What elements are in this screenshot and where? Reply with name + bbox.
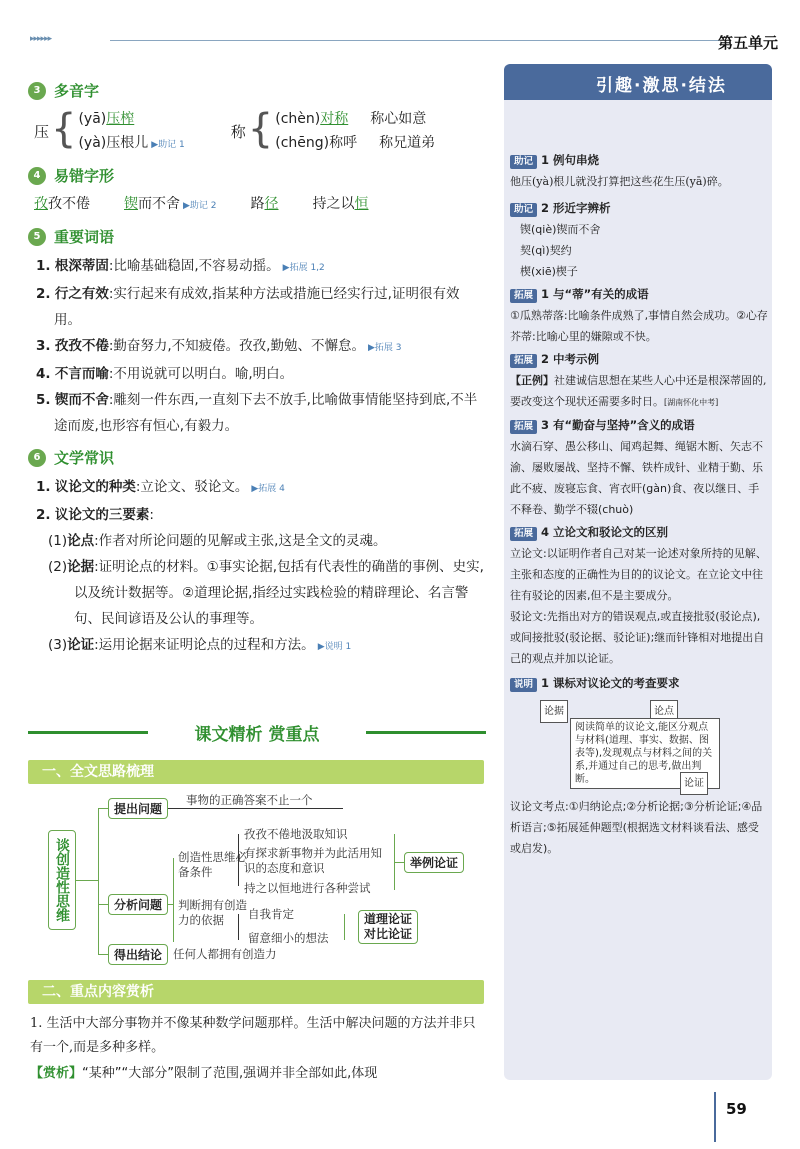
node-raise-question: 提出问题 (108, 798, 168, 819)
brace-icon: { (247, 106, 274, 152)
z1-text: 他压(yà)根儿就没打算把这些花生压(yā)碎。 (510, 175, 729, 188)
wrongchar-4: 持之以恒 (312, 196, 369, 212)
word: 压榨 (106, 111, 135, 127)
reading: (chèn) (275, 111, 321, 127)
header-rule (110, 40, 720, 41)
note-conclusion: 任何人都拥有创造力 (173, 947, 277, 961)
number-badge: 4 (28, 167, 46, 185)
section-title: 多音字 (54, 82, 100, 100)
polyphone-cheng (231, 107, 435, 157)
t2-title: 拓展 2 中考示例 (510, 349, 768, 370)
note-raise: 事物的正确答案不止一个 (186, 793, 313, 807)
word: 称心如意 (370, 111, 427, 127)
number-badge: 6 (28, 449, 46, 467)
section-title: 易错字形 (54, 167, 115, 185)
label-thesis: 论点 (650, 700, 678, 723)
band-outline (28, 760, 484, 784)
node-conclusion: 得出结论 (108, 944, 168, 965)
exam-center-text: 阅读简单的议论文,能区分观点与材料(道理、事实、数据、图表等),发现观点与材料之间的关系,并通过自己的思考,做出判断。 (570, 718, 720, 789)
reading-word: (chēng)称呼 (275, 135, 358, 151)
top-bar (30, 34, 800, 54)
section-header-wrongchars (28, 165, 486, 186)
z1-title: 助记 1 例句串烧 (510, 150, 768, 171)
analysis-note: 【赏析】“某种”“大部分”限制了范围,强调并非全部如此,体现 (30, 1066, 378, 1081)
sidebar-title: 引趣·激思·结法 (596, 76, 727, 96)
s1-text: 议论文考点:①归纳论点;②分析论据;③分析论证;④品析语言;⑤拓展延伸题型(根据选文材料谈看法、感受或启发)。 (510, 800, 763, 855)
literary-sublist (48, 528, 486, 660)
exam-diagram (530, 700, 760, 790)
term-item: 1. 根深蒂固:比喻基础稳固,不容易动摇。 ▶拓展 1,2 (36, 258, 325, 274)
basis-item: 留意细小的想法 (248, 931, 329, 945)
t1-text: ①瓜熟蒂落:比喻条件成熟了,事情自然会成功。②心存芥蒂:比喻心里的嫌隙或不快。 (510, 309, 768, 343)
section-banner-analysis (28, 718, 486, 746)
reading: (yā) (78, 111, 107, 127)
condition-item: 有探求新事物并为此活用知识的态度和意识 (244, 846, 382, 875)
analysis-item-1: 1. 生活中大部分事物并不像某种数学问题那样。生活中解决问题的方法并非只有一个,而是多种多样。 (30, 1016, 476, 1055)
band-title: 二、重点内容赏析 (42, 984, 154, 1000)
wrongchar-row (34, 192, 486, 218)
term-item: 2. 行之有效:实行起来有成效,指某种方法或措施已经实行过,证明很有效用。 (36, 286, 460, 328)
reading-word: (yà)压根儿 (78, 135, 149, 151)
left-column (28, 72, 486, 660)
polyphone-char: 压 (34, 123, 50, 141)
label-evidence: 论据 (540, 700, 568, 723)
t3-text: 水滴石穿、愚公移山、闻鸡起舞、绳锯木断、矢志不渝、屡败屡战、坚持不懈、铁杵成针、业精于勤、乐此不疲、废寝忘食、宵衣旰(gàn)食、夜以继日、手不释卷、勤学不辍(chuò) (510, 440, 763, 516)
section-header-literary (28, 447, 486, 468)
z2-rows: 锲(qiè)锲而不舍 契(qì)契约 楔(xiē)楔子 (520, 223, 601, 278)
z2-title: 助记 2 形近字辨析 (510, 198, 768, 219)
t1-title: 拓展 1 与“蒂”有关的成语 (510, 284, 768, 305)
terms-list (36, 253, 486, 439)
lit-subitem: (1)论点:作者对所论问题的见解或主张,这是全文的灵魂。 (48, 533, 387, 549)
word: 称兄道弟 (379, 135, 436, 151)
number-badge: 5 (28, 228, 46, 246)
t3-title: 拓展 3 有“勤奋与坚持”含义的成语 (510, 415, 768, 436)
number-badge: 3 (28, 82, 46, 100)
band-analysis (28, 980, 484, 1004)
banner-title: 课文精析 赏重点 (194, 725, 320, 745)
condition-item: 持之以恒地进行各种尝试 (244, 881, 371, 895)
ref-link[interactable]: ▶助记 1 (151, 140, 185, 150)
basis-item: 自我肯定 (248, 907, 294, 921)
lit-item: 1. 议论文的种类:立论文、驳论文。 ▶拓展 4 (36, 479, 285, 495)
group-basis: 判断拥有创造力的依据 (178, 898, 247, 927)
t4-title: 拓展 4 立论文和驳论文的区别 (510, 522, 768, 543)
wrongchar-3: 路径 (250, 196, 279, 212)
wrongchar-2: 锲而不舍 ▶助记 2 (124, 196, 217, 212)
group-conditions: 创造性思维必备条件 (178, 850, 247, 879)
box-reason-argument: 道理论证 对比论证 (358, 910, 418, 944)
page-number: 59 (726, 1100, 747, 1118)
section-title: 重要词语 (54, 228, 115, 246)
band-title: 一、全文思路梳理 (42, 764, 154, 780)
brace-icon: { (51, 106, 77, 152)
unit-title: 第五单元 (717, 34, 778, 52)
s1-title: 说明 1 课标对议论文的考查要求 (510, 673, 768, 694)
mind-map (28, 790, 486, 975)
polyphone-ya (34, 107, 185, 157)
lit-subitem: (2)论据:证明论点的材料。①事实论据,包括有代表性的确凿的事例、史实,以及统计数据等。②道理论据,指经过实践检验的精辟理论、名言警句、民间谚语及公认的事理等。 (48, 559, 484, 627)
sidebar-header (504, 64, 772, 100)
page-number-rule (714, 1092, 716, 1142)
term-item: 5. 锲而不舍:雕刻一件东西,一直刻下去不放手,比喻做事情能坚持到底,不半途而废,也形容有恒心,有毅力。 (36, 392, 478, 434)
section-header-polyphone (28, 80, 486, 101)
term-item: 4. 不言而喻:不用说就可以明白。喻,明白。 (36, 366, 294, 382)
t4-p2: 驳论文:先指出对方的错误观点,或直接批驳(驳论点),或间接批驳(驳论据、驳论证);继而针锋相对地提出自己的观点并加以论证。 (510, 610, 765, 665)
sidebar-panel (504, 64, 772, 1080)
t2-text: 【正例】社建诚信思想在某些人心中还是根深蒂固的,要改变这个现状还需要多时日。[湖南怀化中考] (510, 374, 767, 408)
mindmap-root: 谈创造性思维 (48, 830, 76, 930)
label-argument: 论证 (680, 772, 708, 795)
node-analyze: 分析问题 (108, 894, 168, 915)
t4-p1: 立论文:以证明作者自己对某一论述对象所持的见解、主张和态度的正确性为目的的议论文。在立论文中往往有驳论的因素,但不是主要成分。 (510, 547, 767, 602)
term-item: 3. 孜孜不倦:勤奋努力,不知疲倦。孜孜,勤勉、不懈怠。 ▶拓展 3 (36, 338, 402, 354)
arrows-decoration: ▸▸▸▸▸▸ (30, 34, 52, 44)
literary-list (36, 474, 486, 528)
sidebar-body (510, 148, 768, 859)
section-header-terms (28, 226, 486, 247)
section-title: 文学常识 (54, 449, 115, 467)
wrongchar-1: 孜孜不倦 (34, 196, 90, 212)
box-example-argument: 举例论证 (404, 852, 464, 873)
lit-subitem: (3)论证:运用论据来证明论点的过程和方法。 ▶说明 1 (48, 637, 352, 653)
lit-item: 2. 议论文的三要素: (36, 507, 154, 523)
word: 对称 (320, 111, 349, 127)
condition-item: 孜孜不倦地汲取知识 (244, 827, 348, 841)
polyphone-char: 称 (230, 123, 246, 141)
